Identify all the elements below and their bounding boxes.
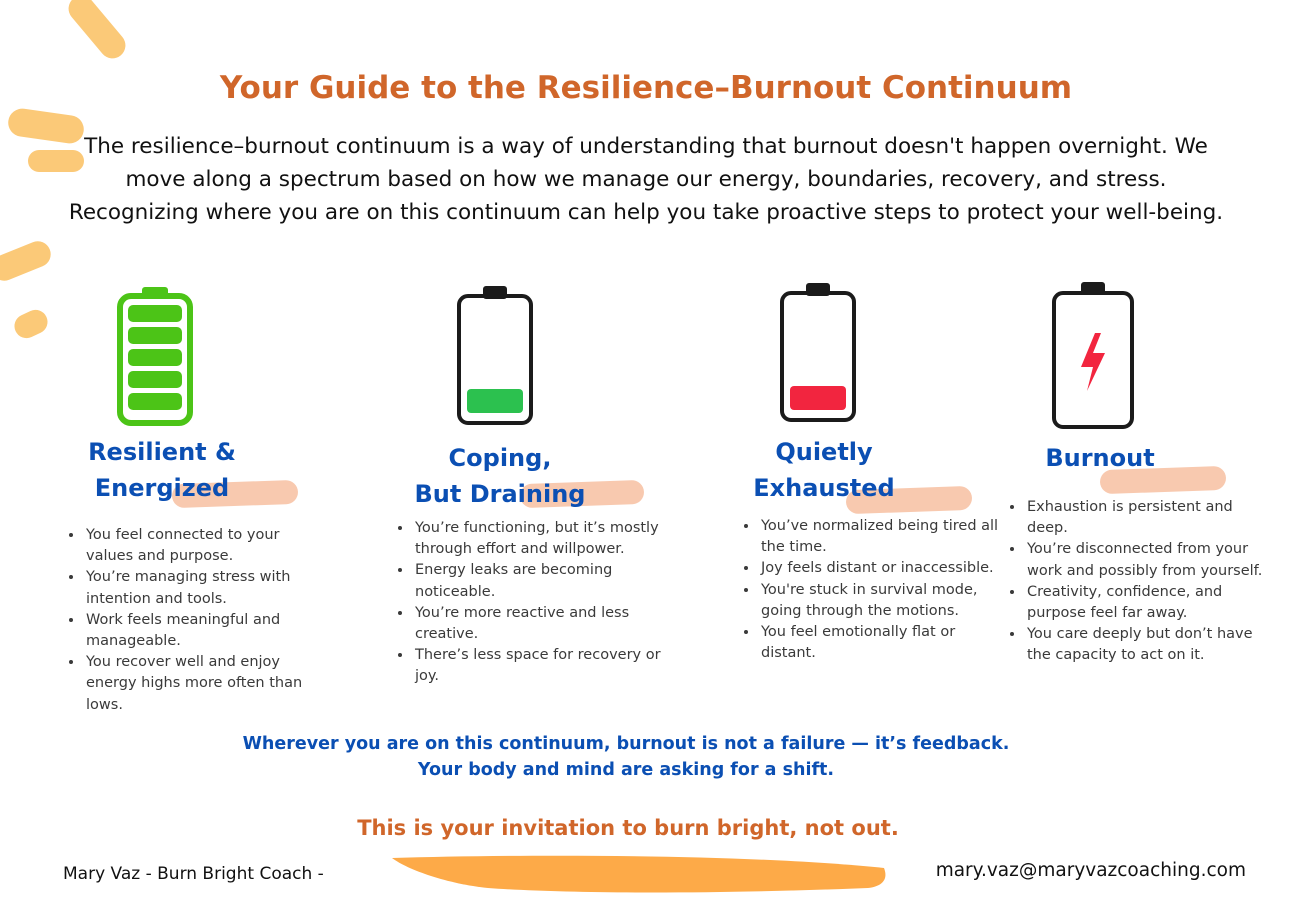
stage-title-line: Energized (94, 474, 230, 502)
stage-title-line: Exhausted (753, 474, 895, 502)
stage-points-resilient (64, 525, 324, 716)
invitation-text: This is your invitation to burn bright, not out. (357, 816, 899, 840)
stage-points-coping (393, 518, 663, 688)
stage-points-quietly-exhausted (739, 516, 999, 664)
battery-full-icon (116, 285, 194, 427)
footer-author: Mary Vaz - Burn Bright Coach - (63, 864, 324, 884)
stage-title-resilient (62, 434, 262, 506)
stage-title-line: Coping, (448, 444, 552, 472)
intro-paragraph: The resilience–burnout continuum is a way of understanding that burnout doesn't happen overnight. We move along a spectrum based on how we manage our energy, boundaries, recovery, and stress. Recognizing where you are on this continuum can help you take proactive steps to protect your well-being. (68, 134, 1224, 225)
stage-title-coping (400, 440, 600, 512)
list-item: • You feel connected to your values and purpose. (84, 525, 324, 567)
stage-title-line: Resilient & (88, 438, 236, 466)
decorative-ray (63, 0, 130, 64)
list-item: • There’s less space for recovery or joy. (413, 645, 663, 687)
list-item: • Creativity, confidence, and purpose feel far away. (1025, 582, 1270, 624)
decorative-ray (0, 237, 55, 284)
list-item: • You recover well and enjoy energy highs more often than lows. (84, 652, 324, 716)
decorative-swoosh (388, 852, 892, 896)
stage-title-line: Burnout (1045, 444, 1155, 472)
closing-message (0, 731, 1252, 783)
stage-title-burnout (1000, 440, 1200, 476)
list-item: • Energy leaks are becoming noticeable. (413, 560, 663, 602)
list-item: • You feel emotionally flat or distant. (759, 622, 999, 664)
stage-title-line: Quietly (775, 438, 873, 466)
list-item: • Joy feels distant or inaccessible. (759, 558, 999, 579)
stage-title-line: But Draining (414, 480, 586, 508)
list-item: • You care deeply but don’t have the capacity to act on it. (1025, 624, 1270, 666)
stage-points-burnout (1005, 497, 1270, 667)
closing-line: Wherever you are on this continuum, burnout is not a failure — it’s feedback. (242, 734, 1010, 754)
list-item: • Work feels meaningful and manageable. (84, 610, 324, 652)
closing-line: Your body and mind are asking for a shift. (417, 760, 835, 780)
list-item: • You’re more reactive and less creative. (413, 603, 663, 645)
list-item: • Exhaustion is persistent and deep. (1025, 497, 1270, 539)
page-title: Your Guide to the Resilience–Burnout Continuum (219, 70, 1073, 106)
battery-low-icon (456, 285, 534, 427)
list-item: • You're stuck in survival mode, going through the motions. (759, 580, 999, 622)
battery-empty-lightning-icon (1051, 281, 1135, 431)
list-item: • You’re functioning, but it’s mostly through effort and willpower. (413, 518, 663, 560)
decorative-ray (11, 306, 52, 342)
list-item: • You’re disconnected from your work and possibly from yourself. (1025, 539, 1270, 581)
stage-title-quietly-exhausted (724, 434, 924, 506)
list-item: • You’ve normalized being tired all the time. (759, 516, 999, 558)
footer-email[interactable]: mary.vaz@maryvazcoaching.com (935, 860, 1246, 881)
battery-critical-icon (779, 282, 857, 424)
list-item: • You’re managing stress with intention and tools. (84, 567, 324, 609)
